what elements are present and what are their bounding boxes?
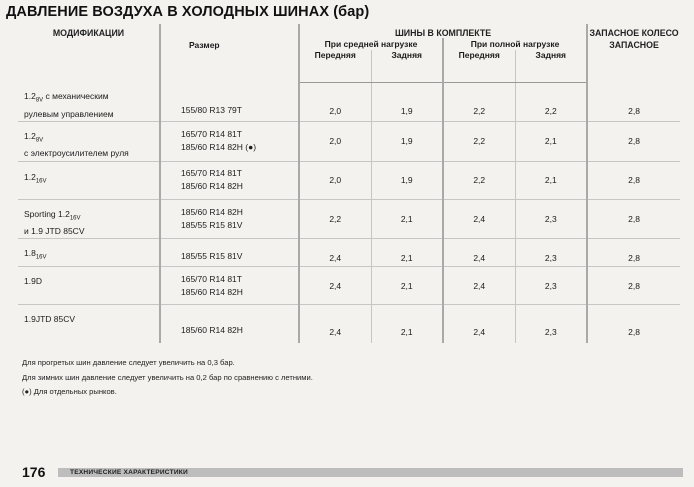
header-full-rear: Задняя (515, 50, 587, 82)
cell-medium-rear: 1,9 (371, 82, 443, 121)
cell-full-rear: 2,3 (515, 305, 587, 343)
mod-name: Sporting 1.2 (24, 208, 70, 219)
note-winter-tyres: Для зимних шин давление следует увеличить на 0,2 бар по сравнению с летними. (22, 372, 313, 382)
cell-medium-front: 2,2 (299, 199, 371, 239)
cell-medium-rear: 2,1 (371, 267, 443, 305)
header-spare-line1: ЗАПАСНОЕ КОЛЕСО (589, 28, 679, 38)
cell-medium-front: 2,0 (299, 161, 371, 199)
cell-modification (18, 267, 160, 305)
notes (22, 356, 313, 400)
cell-modification (18, 199, 160, 239)
footer-section-title: ТЕХНИЧЕСКИЕ ХАРАКТЕРИСТИКИ (70, 469, 188, 476)
size-secondary: 185/60 R14 82H (181, 181, 243, 192)
cell-full-front: 2,2 (443, 121, 515, 161)
mod-name: 1.9D (24, 276, 42, 287)
cell-modification (18, 161, 160, 199)
cell-modification (18, 82, 160, 121)
size-secondary: 185/60 R14 82H (181, 286, 243, 297)
cell-size (160, 161, 299, 199)
size-primary: 185/60 R14 82H (181, 324, 243, 335)
note-warm-tyres: Для прогретых шин давление следует увеличить на 0,3 бар. (22, 358, 235, 367)
mod-name: 1.2 (24, 130, 36, 141)
cell-full-rear: 2,1 (515, 161, 587, 199)
size-primary: 165/70 R14 81T (181, 129, 242, 140)
size-primary: 185/60 R14 82H (181, 207, 243, 218)
header-medium-front: Передняя (299, 50, 371, 82)
header-size: Размер (160, 38, 299, 82)
cell-medium-rear: 2,1 (371, 305, 443, 343)
cell-spare: 2,8 (587, 267, 680, 305)
cell-size (160, 305, 299, 343)
page-title: ДАВЛЕНИЕ ВОЗДУХА В ХОЛОДНЫХ ШИНАХ (бар) (6, 4, 370, 20)
size-primary: 155/80 R13 79T (181, 104, 242, 115)
size-primary: 185/55 R15 81V (181, 251, 243, 262)
cell-full-rear: 2,3 (515, 239, 587, 267)
cell-full-front: 2,4 (443, 305, 515, 343)
cell-medium-front: 2,4 (299, 305, 371, 343)
cell-spare: 2,8 (587, 161, 680, 199)
tyre-pressure-table (18, 24, 680, 343)
cell-spare: 2,8 (587, 239, 680, 267)
cell-modification (18, 239, 160, 267)
mod-name: 1.2 (24, 91, 36, 101)
mod-valves: 16V (69, 215, 81, 222)
header-spare-wheel (587, 24, 680, 82)
table-row (18, 239, 680, 267)
cell-spare: 2,8 (587, 305, 680, 343)
mod-name: 1.2 (24, 172, 36, 183)
cell-full-front: 2,4 (443, 267, 515, 305)
header-spare-line2: ЗАПАСНОЕ (609, 40, 659, 50)
cell-spare: 2,8 (587, 199, 680, 239)
cell-full-rear: 2,3 (515, 267, 587, 305)
mod-valves: 8V (35, 97, 44, 104)
size-secondary: 185/60 R14 82H (●) (181, 142, 257, 153)
cell-size (160, 121, 299, 161)
cell-size (160, 199, 299, 239)
cell-medium-rear: 1,9 (371, 121, 443, 161)
cell-modification (18, 121, 160, 161)
cell-medium-rear: 1,9 (371, 161, 443, 199)
mod-detail: и 1.9 JTD 85CV (24, 226, 85, 237)
table-row (18, 305, 680, 343)
mod-detail: с электроусилителем руля (24, 148, 129, 159)
mod-valves: 16V (35, 255, 47, 262)
size-secondary: 185/55 R15 81V (181, 220, 243, 231)
table-row (18, 82, 680, 121)
header-full-load: При полной нагрузке (443, 38, 587, 50)
mod-detail: рулевым управлением (24, 108, 114, 119)
cell-full-rear: 2,2 (515, 82, 587, 121)
cell-full-rear: 2,3 (515, 199, 587, 239)
header-full-front: Передняя (443, 50, 515, 82)
table-row (18, 199, 680, 239)
note-markets: (●) Для отдельных рынков. (22, 387, 117, 396)
table-row (18, 121, 680, 161)
cell-spare: 2,8 (587, 121, 680, 161)
cell-spare: 2,8 (587, 82, 680, 121)
cell-medium-front: 2,4 (299, 267, 371, 305)
mod-valves: 16V (35, 179, 47, 186)
cell-full-front: 2,4 (443, 239, 515, 267)
cell-medium-rear: 2,1 (371, 199, 443, 239)
size-primary: 165/70 R14 81T (181, 168, 242, 179)
header-modifications: МОДИФИКАЦИИ (52, 28, 125, 38)
cell-size (160, 82, 299, 121)
cell-medium-front: 2,0 (299, 121, 371, 161)
mod-valves: 8V (35, 137, 44, 144)
cell-medium-front: 2,4 (299, 239, 371, 267)
cell-full-rear: 2,1 (515, 121, 587, 161)
table-row (18, 161, 680, 199)
cell-modification (18, 305, 160, 343)
table-row (18, 267, 680, 305)
cell-full-front: 2,2 (443, 161, 515, 199)
cell-size (160, 267, 299, 305)
cell-medium-front: 2,0 (299, 82, 371, 121)
cell-size (160, 239, 299, 267)
header-medium-rear: Задняя (371, 50, 443, 82)
cell-medium-rear: 2,1 (371, 239, 443, 267)
header-tyres-in-set: ШИНЫ В КОМПЛЕКТЕ (299, 24, 587, 38)
page-number: 176 (22, 464, 46, 480)
mod-name-rest: с механическим (43, 91, 109, 101)
mod-name: 1.8 (24, 248, 36, 259)
cell-full-front: 2,2 (443, 82, 515, 121)
header-medium-load: При средней нагрузке (299, 38, 443, 50)
size-primary: 165/70 R14 81T (181, 273, 242, 284)
cell-full-front: 2,4 (443, 199, 515, 239)
mod-name: 1.9JTD 85CV (24, 314, 76, 325)
